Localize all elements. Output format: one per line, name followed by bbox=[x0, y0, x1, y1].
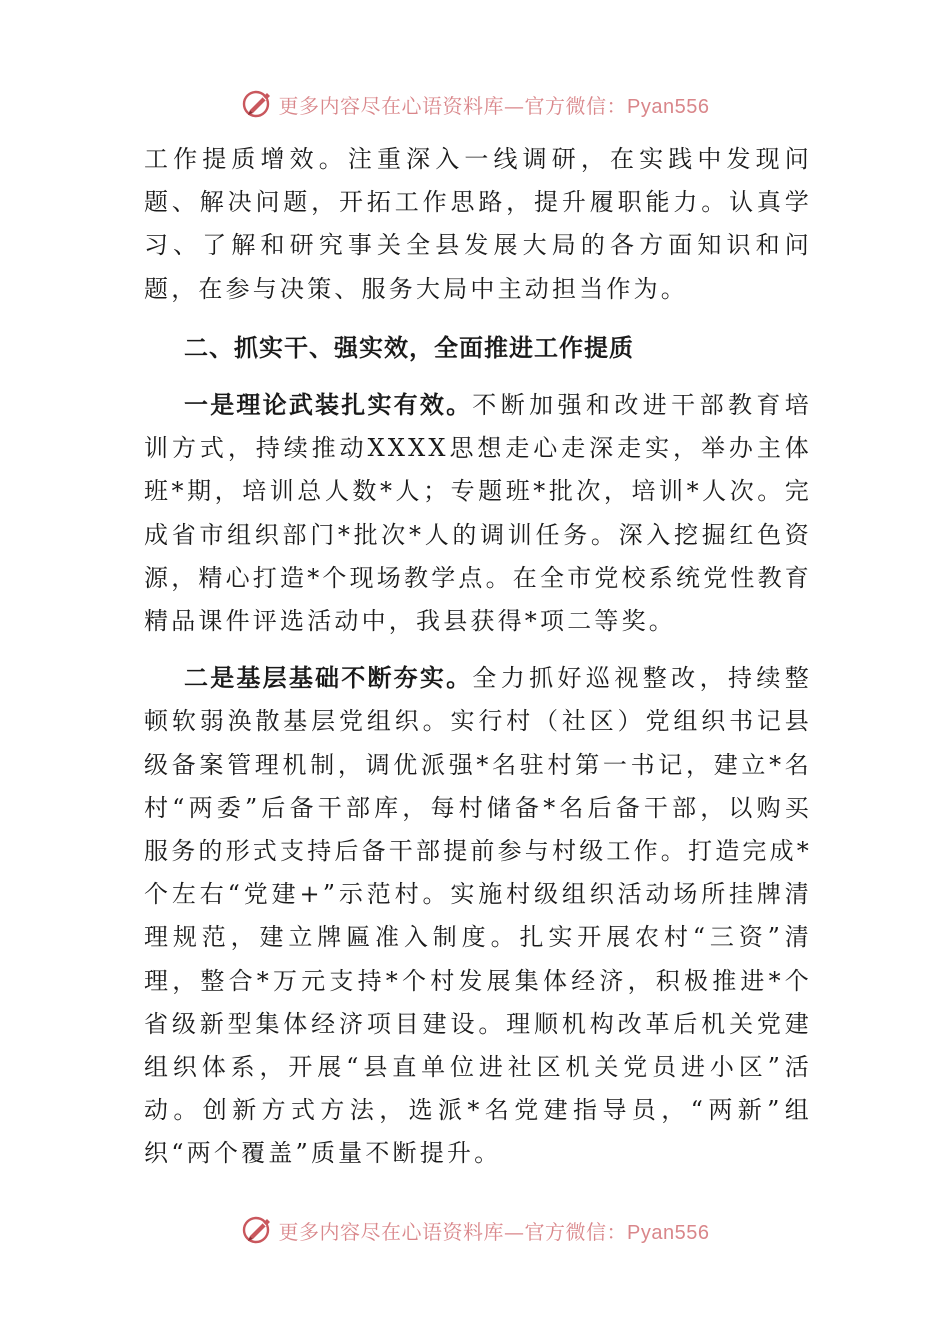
watermark-text: 更多内容尽在心语资料库—官方微信：Pyan556 bbox=[278, 93, 710, 118]
item-2-body: 全力抓好巡视整改，持续整顿软弱涣散基层党组织。实行村（社区）党组织书记县级备案管理机制，调优派强*名驻村第一书记，建立*名村“两委”后备干部库，每村储备*名后备干部，以购买服务的形式支持后备干部提前参与村级工作。打造完成*个左右“党建+”示范村。实施村级组织活动场所挂牌清理规范，建立牌匾准入制度。扎实开展农村“三资”清理，整合*万元支持*个村发展集体经济，积极推进*个省级新型集体经济项目建设。理顺机构改革后机关党建组织体系，开展“县直单位进社区机关党员进小区”活动。创新方式方法，选派*名党建指导员，“两新”组织“两个覆盖”质量不断提升。 bbox=[144, 664, 812, 1168]
item-1-lead: 一是理论武装扎实有效。 bbox=[184, 391, 473, 420]
paragraph-item-1 bbox=[144, 384, 812, 643]
document-body bbox=[144, 138, 812, 1176]
pen-logo-icon bbox=[241, 87, 275, 121]
paragraph-continuation: 工作提质增效。注重深入一线调研，在实践中发现问题、解决问题，开拓工作思路，提升履职能力。认真学习、了解和研究事关全县发展大局的各方面知识和问题，在参与决策、服务大局中主动担当作为。 bbox=[144, 145, 812, 303]
watermark-footer bbox=[0, 1210, 950, 1250]
item-1-body: 不断加强和改进干部教育培训方式，持续推动XXXX思想走心走深走实，举办主体班*期，培训总人数*人；专题班*批次，培训*人次。完成省市组织部门*批次*人的调训任务。深入挖掘红色资源，精心打造*个现场教学点。在全市党校系统党性教育精品课件评选活动中，我县获得*项二等奖。 bbox=[144, 391, 812, 636]
watermark-handle: Pyan556 bbox=[627, 95, 710, 118]
pen-logo-icon bbox=[241, 1213, 275, 1247]
paragraph-item-2 bbox=[144, 657, 812, 1175]
watermark-header bbox=[0, 84, 950, 124]
watermark-text: 更多内容尽在心语资料库—官方微信：Pyan556 bbox=[278, 1219, 710, 1244]
section-heading: 二、抓实干、强实效，全面推进工作提质 bbox=[184, 333, 634, 362]
watermark-handle: Pyan556 bbox=[627, 1221, 710, 1244]
item-2-lead: 二是基层基础不断夯实。 bbox=[184, 664, 473, 693]
